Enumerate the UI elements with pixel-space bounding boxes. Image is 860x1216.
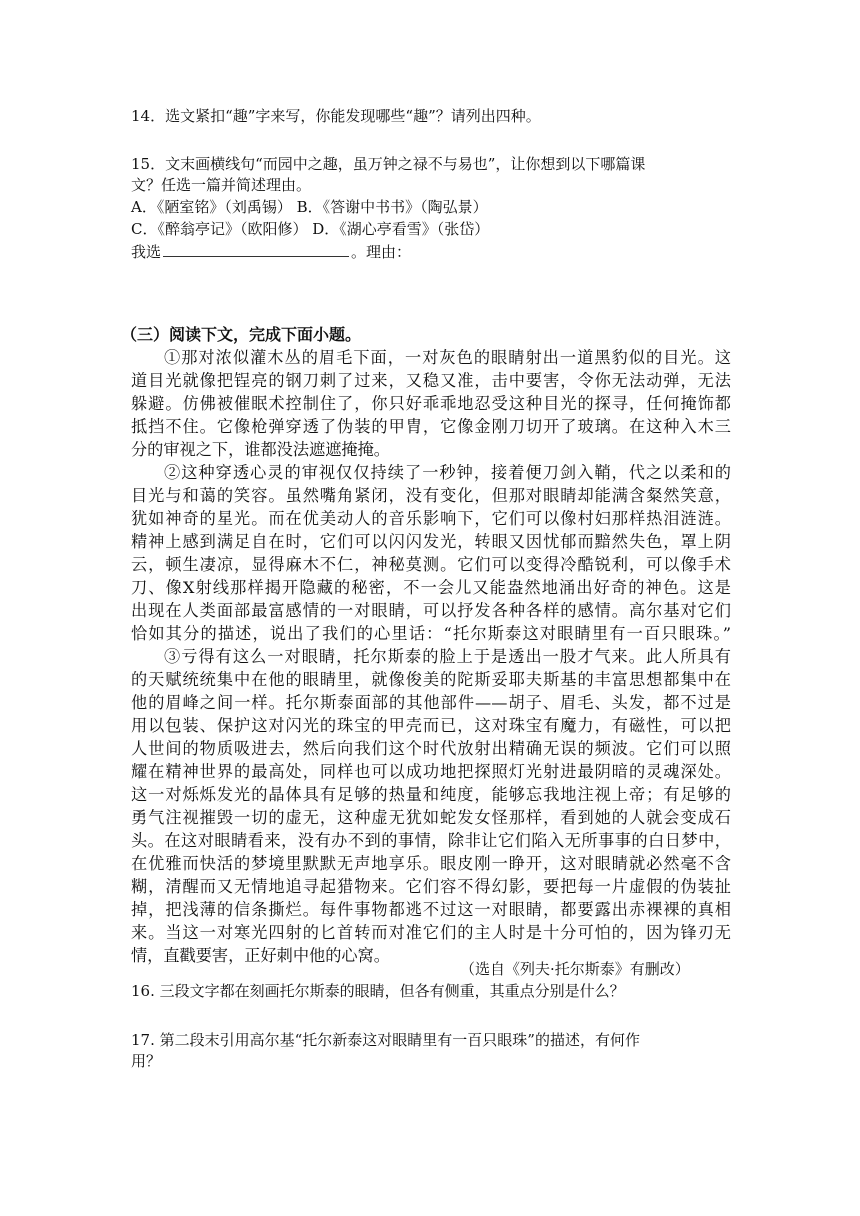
passage-line: 云，顿生凄凉，显得麻木不仁，神秘莫测。它们可以变得冷酷锐利，可以像手术 — [131, 555, 731, 574]
question-16: 16. 三段文字都在刻画托尔斯泰的眼睛，但各有侧重，其重点分别是什么？ — [131, 982, 625, 1000]
passage-line: 抵挡不住。它像枪弹穿透了伪装的甲胄，它像金刚刀切开了玻璃。在这种入木三 — [131, 417, 731, 436]
passage-line: ①那对浓似灌木丛的眉毛下面，一对灰色的眼睛射出一道黑豹似的目光。这 — [164, 348, 731, 367]
passage-line: 的天赋统统集中在他的眼睛里，就像俊美的陀斯妥耶夫斯基的丰富思想都集中在 — [131, 670, 731, 689]
passage-line: 恰如其分的描述，说出了我们的心里话：“托尔斯泰这对眼睛里有一百只眼珠。” — [131, 624, 731, 643]
passage-line: 糊，清醒而又无情地追寻起猎物来。它们容不得幻影，要把每一片虚假的伪装扯 — [131, 877, 731, 896]
passage-line: 出现在人类面部最富感情的一对眼睛，可以抒发各种各样的感情。高尔基对它们 — [131, 601, 731, 620]
question-15-options-ab: A．《陋室铭》（刘禹锡） B．《答谢中书书》（陶弘景） — [131, 198, 488, 216]
passage-line: 躲避。仿佛被催眠术控制住了，你只好乖乖地忍受这种目光的探寻，任何掩饰都 — [131, 394, 731, 413]
passage-line: 耀在精神世界的最高处，同样也可以成功地把探照灯光射进最阴暗的灵魂深处。 — [131, 762, 731, 781]
passage-line: 情，直戳要害，正好刺中他的心窝。 — [131, 946, 390, 965]
passage-line: 分的审视之下，谁都没法遮遮掩掩。 — [131, 440, 390, 459]
passage-line: 精神上感到满足自在时，它们可以闪闪发光，转眼又因忧郁而黯然失色，罩上阴 — [131, 532, 731, 551]
passage-line: 勇气注视摧毁一切的虚无，这种虚无犹如蛇发女怪那样，看到她的人就会变成石 — [131, 808, 731, 827]
choose-prefix: 我选 — [131, 243, 162, 261]
passage-line: 人世间的物质吸进去，然后向我们这个时代放射出精确无误的频波。它们可以照 — [131, 739, 731, 758]
passage-line: 这一对烁烁发光的晶体具有足够的热量和纯度，能够忘我地注视上帝；有足够的 — [131, 785, 731, 804]
passage-line: 掉，把浅薄的信条撕烂。每件事物都逃不过这一对眼睛，都要露出赤裸裸的真相 — [131, 900, 731, 919]
passage-line: 用以包装、保护这对闪光的珠宝的甲壳而已，这对珠宝有魔力，有磁性，可以把 — [131, 716, 731, 735]
passage-line: 道目光就像把锃亮的钢刀刺了过来，又稳又准，击中要害，令你无法动弹，无法 — [131, 371, 731, 390]
choose-suffix: 。理由： — [351, 243, 412, 261]
passage-line: 头。在这对眼睛看来，没有办不到的事情，除非让它们陷入无所事事的白日梦中， — [131, 831, 731, 850]
question-17-line-2: 用？ — [131, 1052, 162, 1070]
passage-line: 在优雅而快活的梦境里默默无声地享乐。眼皮刚一睁开，这对眼睛就必然毫不含 — [131, 854, 731, 873]
passage-line: 来。当这一对寒光四射的匕首转而对准它们的主人时是十分可怕的，因为锋刃无 — [131, 923, 731, 942]
question-17-line-1: 17. 第二段末引用高尔基“托尔新泰这对眼睛里有一百只眼珠”的描述，有何作 — [131, 1031, 640, 1049]
passage-line: 他的眉峰之间一样。托尔斯泰面部的其他部件——胡子、眉毛、头发，都不过是 — [131, 693, 731, 712]
question-15-line-2: 文？任选一篇并简述理由。 — [131, 176, 312, 194]
passage-source: （选自《列夫·托尔斯泰》有删改） — [460, 960, 690, 978]
passage-line: 刀、像X射线那样揭开隐藏的秘密，不一会儿又能盎然地涌出好奇的神色。这是 — [131, 578, 731, 597]
section-3-title: （三）阅读下文，完成下面小题。 — [121, 325, 362, 344]
question-14: 14．选文紧扣“趣”字来写，你能发现哪些“趣”？请列出四种。 — [131, 107, 541, 125]
question-15-options-cd: C．《醉翁亭记》（欧阳修） D．《湖心亭看雪》（张岱） — [131, 220, 490, 238]
question-15-answer-line — [131, 241, 411, 262]
passage-line: 犹如神奇的星光。而在优美动人的音乐影响下，它们可以像村妇那样热泪涟涟。 — [131, 509, 731, 528]
passage-line: ②这种穿透心灵的审视仅仅持续了一秒钟，接着便刀剑入鞘，代之以柔和的 — [164, 463, 731, 482]
answer-blank — [163, 241, 349, 257]
question-15-line-1: 15．文末画横线句“而园中之趣，虽万钟之禄不与易也”，让你想到以下哪篇课 — [131, 155, 646, 173]
passage-line: ③亏得有这么一对眼睛，托尔斯泰的脸上于是透出一股才气来。此人所具有 — [164, 647, 731, 666]
passage-line: 目光与和蔼的笑容。虽然嘴角紧闭，没有变化，但那对眼睛却能满含粲然笑意， — [131, 486, 731, 505]
